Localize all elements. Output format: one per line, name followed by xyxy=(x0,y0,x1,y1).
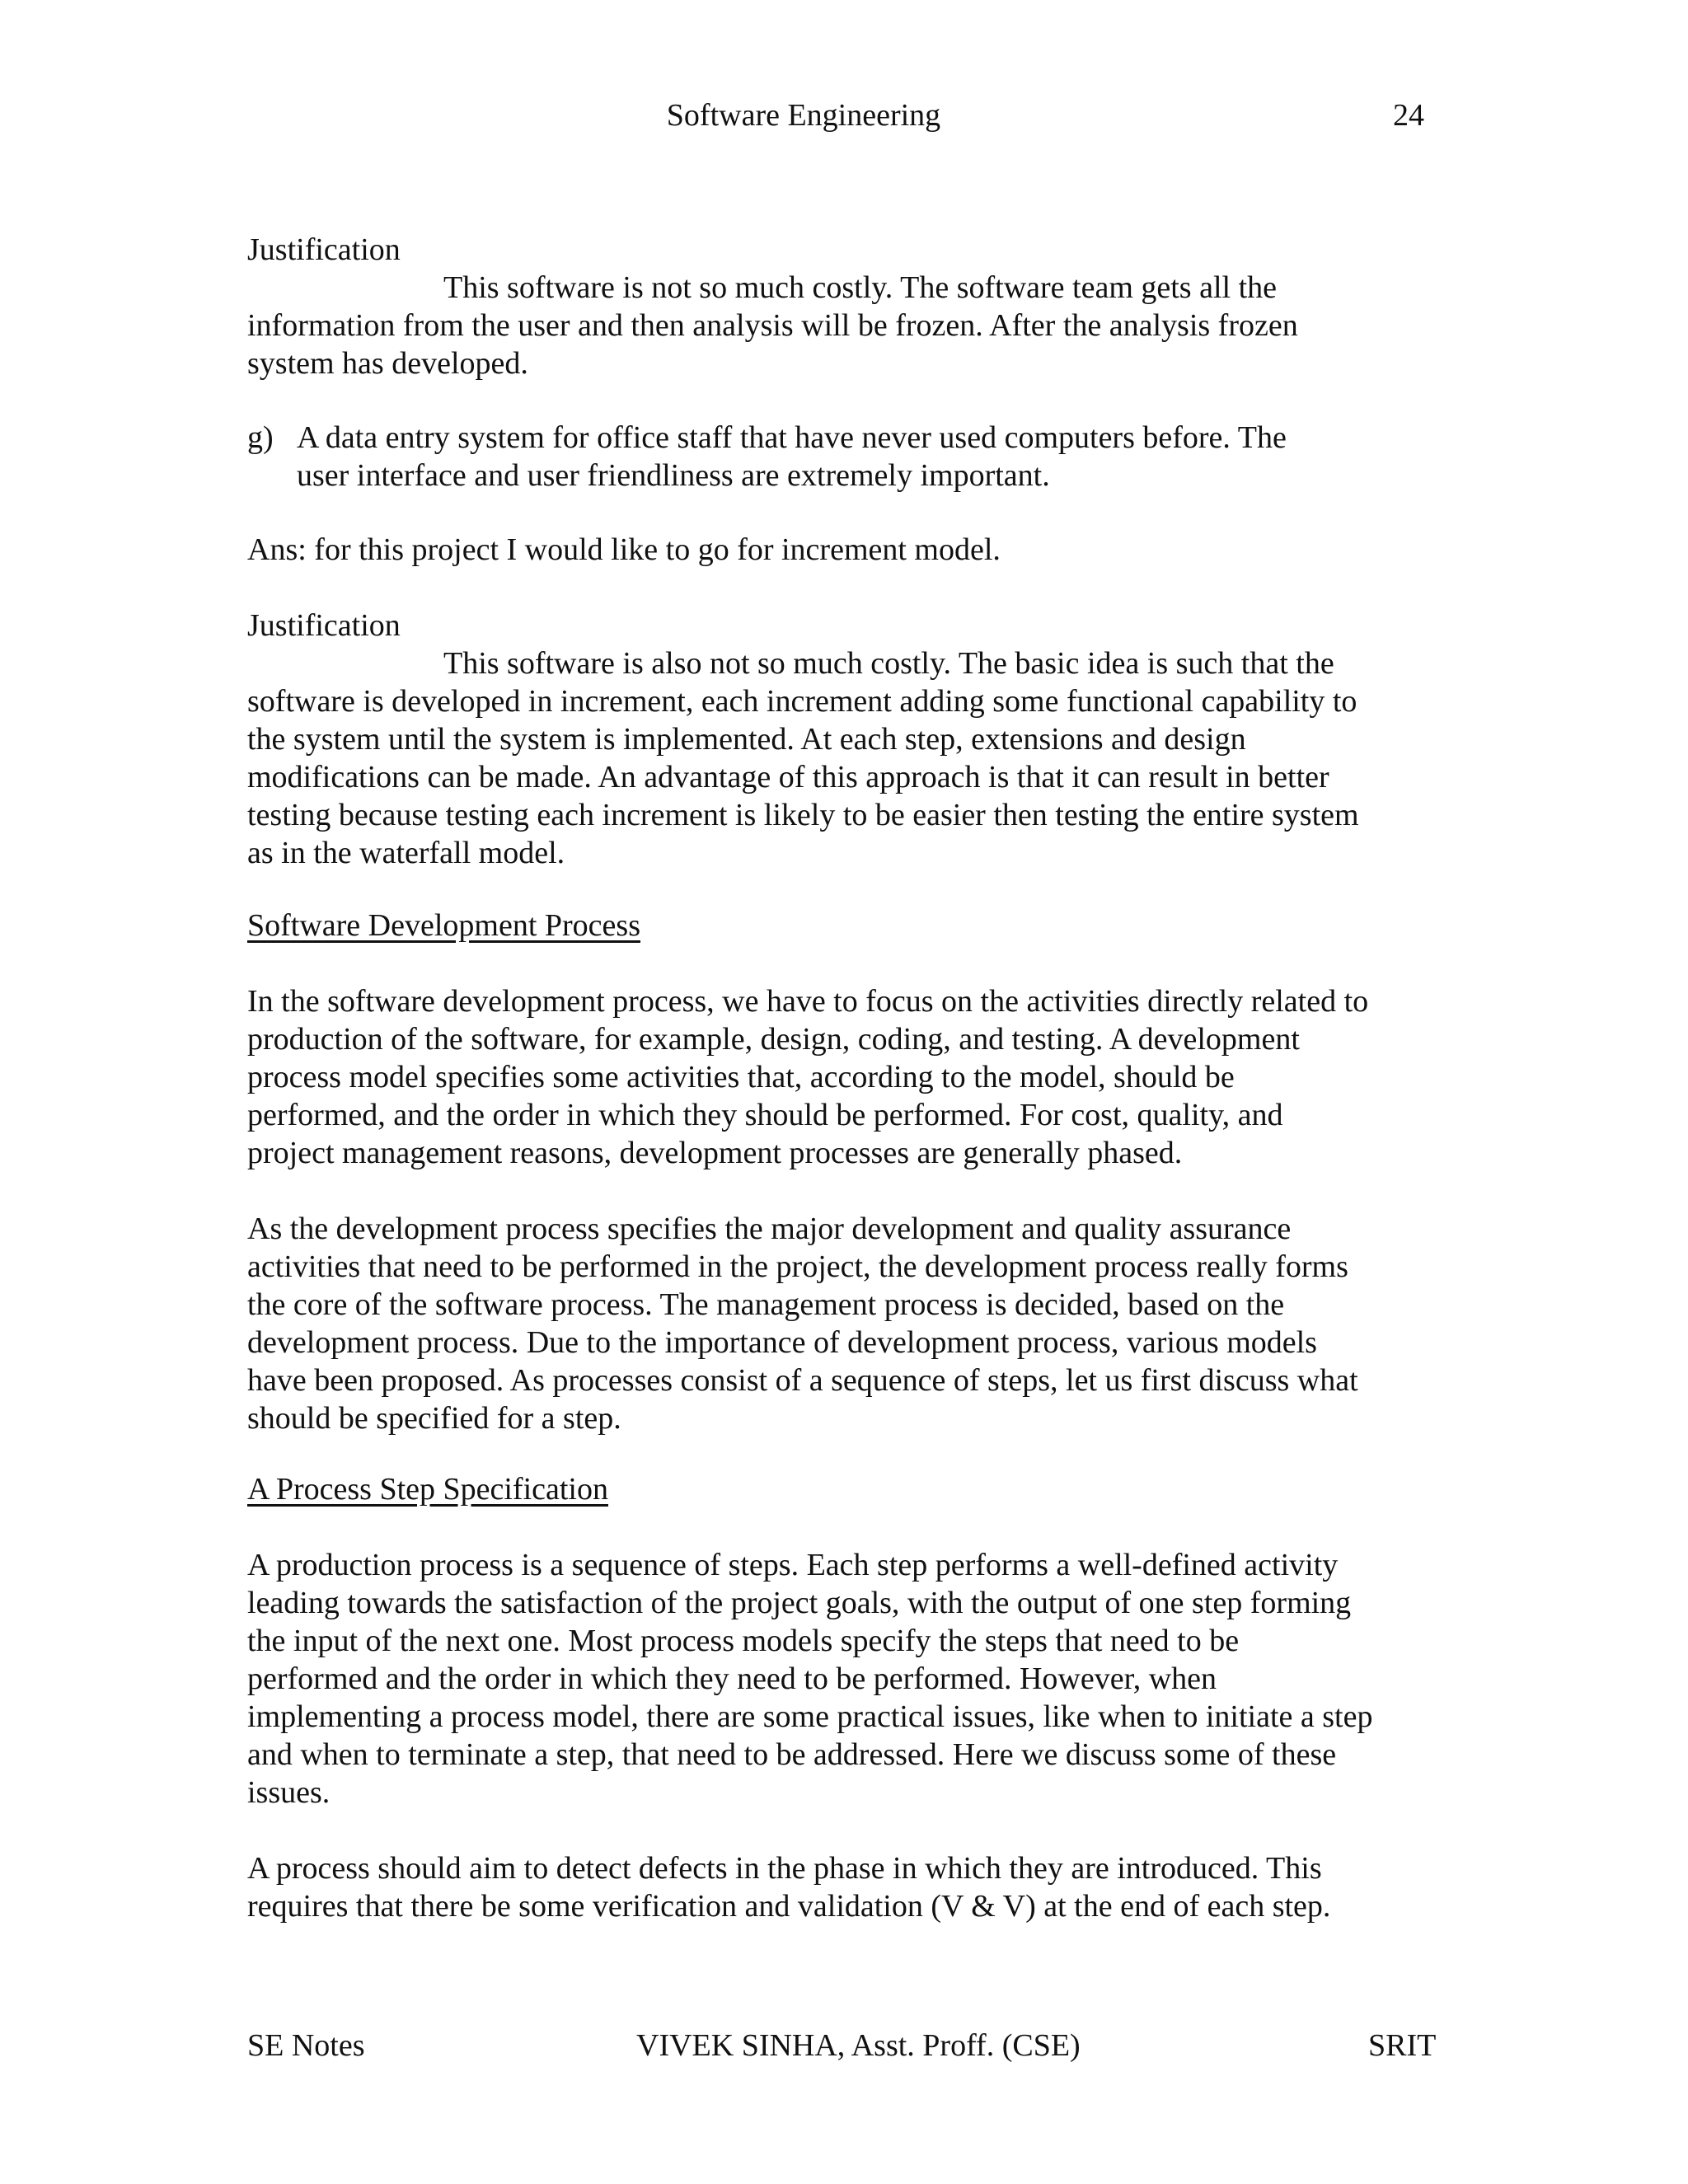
justification-heading: Justification xyxy=(247,232,401,267)
paragraph-line: and when to terminate a step, that need to be addressed. Here we discuss some of these xyxy=(247,1737,1337,1772)
paragraph-line: testing because testing each increment is likely to be easier then testing the entire system xyxy=(247,798,1359,832)
justification-block-2 xyxy=(247,607,1434,872)
paragraph-line: This software is also not so much costly. The basic idea is such that the xyxy=(443,646,1334,681)
paragraph-line: A process should aim to detect defects in the phase in which they are introduced. This xyxy=(247,1851,1322,1886)
paragraph-line: issues. xyxy=(247,1775,331,1810)
paragraph-line: modifications can be made. An advantage of this approach is that it can result in better xyxy=(247,760,1329,794)
section-heading: A Process Step Specification xyxy=(247,1472,608,1507)
justification-heading: Justification xyxy=(247,608,401,643)
paragraph-line: In the software development process, we have to focus on the activities directly related to xyxy=(247,984,1369,1019)
list-item-label: g) xyxy=(247,420,274,455)
section-heading: Software Development Process xyxy=(247,908,640,943)
justification-block-1 xyxy=(247,231,1434,382)
paragraph-line: activities that need to be performed in the project, the development process really forms xyxy=(247,1249,1348,1284)
page-number: 24 xyxy=(1393,98,1424,133)
paragraph-line: As the development process specifies the major development and quality assurance xyxy=(247,1212,1292,1246)
paragraph-line: the system until the system is implemented. At each step, extensions and design xyxy=(247,722,1246,757)
footer-right: SRIT xyxy=(1368,2028,1437,2063)
paragraph-line: software is developed in increment, each increment adding some functional capability to xyxy=(247,684,1357,719)
paragraph-line: should be specified for a step. xyxy=(247,1401,621,1436)
paragraph-process-models xyxy=(247,1210,1434,1437)
list-item-line: A data entry system for office staff that have never used computers before. The xyxy=(297,420,1287,455)
paragraph-line: information from the user and then analysis will be frozen. After the analysis frozen xyxy=(247,308,1298,343)
paragraph-line: the input of the next one. Most process models specify the steps that need to be xyxy=(247,1624,1240,1658)
running-header-title: Software Engineering xyxy=(666,98,941,133)
paragraph-development-process xyxy=(247,982,1434,1172)
section-heading-software-development-process xyxy=(247,907,1434,944)
answer-text: Ans: for this project I would like to go for increment model. xyxy=(247,532,1001,567)
paragraph-line: performed, and the order in which they should be performed. For cost, quality, and xyxy=(247,1098,1283,1132)
paragraph-line: project management reasons, development processes are generally phased. xyxy=(247,1136,1183,1170)
section-heading-process-step-specification xyxy=(247,1470,1434,1508)
footer-left: SE Notes xyxy=(247,2028,365,2063)
paragraph-line: implementing a process model, there are some practical issues, like when to initiate a step xyxy=(247,1699,1373,1734)
paragraph-line: leading towards the satisfaction of the project goals, with the output of one step forming xyxy=(247,1586,1352,1620)
paragraph-line: process model specifies some activities that, according to the model, should be xyxy=(247,1060,1235,1094)
paragraph-production-process xyxy=(247,1546,1434,1811)
paragraph-line: as in the waterfall model. xyxy=(247,836,565,870)
footer-center: VIVEK SINHA, Asst. Proff. (CSE) xyxy=(636,2028,1081,2063)
paragraph-line: have been proposed. As processes consist of a sequence of steps, let us first discuss what xyxy=(247,1363,1358,1398)
paragraph-defect-detection xyxy=(247,1849,1434,1925)
paragraph-line: production of the software, for example, design, coding, and testing. A development xyxy=(247,1022,1300,1057)
list-item-line: user interface and user friendliness are extremely important. xyxy=(297,458,1050,493)
answer-line xyxy=(247,531,1434,569)
paragraph-line: the core of the software process. The management process is decided, based on the xyxy=(247,1287,1285,1322)
paragraph-line: development process. Due to the importance of development process, various models xyxy=(247,1325,1317,1360)
paragraph-line: This software is not so much costly. The software team gets all the xyxy=(443,270,1277,305)
paragraph-line: A production process is a sequence of steps. Each step performs a well-defined activity xyxy=(247,1548,1339,1582)
list-item-g xyxy=(247,419,1434,494)
paragraph-line: requires that there be some verification and validation (V & V) at the end of each step. xyxy=(247,1889,1331,1924)
paragraph-line: performed and the order in which they need to be performed. However, when xyxy=(247,1661,1217,1696)
paragraph-line: system has developed. xyxy=(247,346,528,381)
